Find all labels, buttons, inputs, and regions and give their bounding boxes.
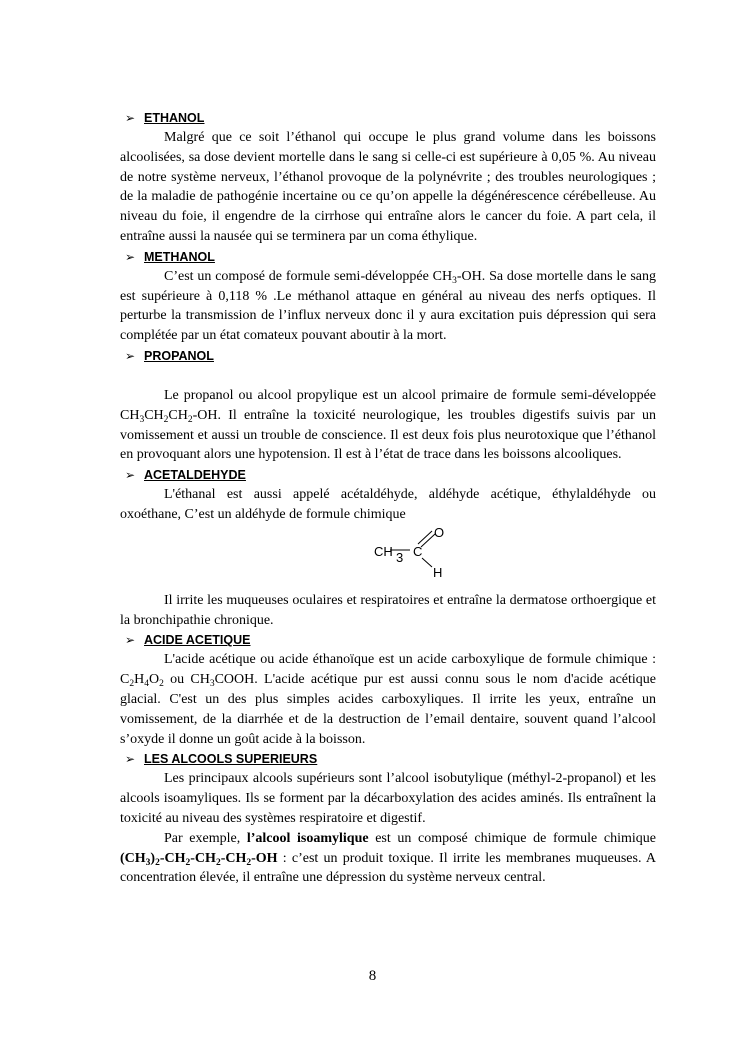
heading-acide-acetique <box>120 630 656 650</box>
spacer <box>120 366 656 386</box>
page-number: 8 <box>368 968 377 984</box>
heading-acetaldehyde-text: ACETALDEHYDE <box>144 468 246 483</box>
arrow-bullet-icon: ➢ <box>124 348 136 363</box>
isoamylique-formula: $(CH_3)_2-CH_2-CH_2-CH_2-OH$ <box>120 850 278 868</box>
paragraph-ethanol: Malgré que ce soit l’éthanol qui occupe le plus grand volume dans les boissons alcoolisées, sa dose devient mortelle dans le sang si celle-ci est supérieure à 0,05 %. Au niveau de notre système nerveux, l’éthanol provoque de la polynévrite ; des troubles neurologiques ; de la maladie de pathogénie incertaine ou ce qu’on appelle la dégénérescence cérébelleuse. Au niveau du foie, il engendre de la cirrhose qui entraîne alors le cancer du foie. A part cela, il entraîne aussi la nausée qui se terminera par un coma éthylique. <box>120 130 656 244</box>
arrow-bullet-icon: ➢ <box>124 633 136 648</box>
arrow-bullet-icon: ➢ <box>124 249 136 264</box>
bond-c-h <box>422 558 432 567</box>
paragraph-acetaldehyde-effects: Il irrite les muqueuses oculaires et respiratoires et entraîne la dermatose orthoergique et la bronchipathie chronique. <box>120 592 656 628</box>
heading-acide-acetique-text: ACIDE ACETIQUE <box>144 633 251 648</box>
heading-propanol-text: PROPANOL <box>144 348 214 363</box>
bond-c-o-1 <box>418 531 432 544</box>
heading-methanol-text: METHANOL <box>144 249 215 264</box>
heading-methanol <box>120 247 656 267</box>
arrow-bullet-icon: ➢ <box>124 752 136 767</box>
paragraph-acide-acetique: L'acide acétique ou acide éthanoïque est un acide carboxylique de formule chimique : $C_2H_4O_2$ ou $CH_3COOH$. L'acide acétique pur est aussi connu sous le nom d'acide acétique glacial. C'est un des plus simples acides carboxyliques. Il irrite les yeux, entraîne un vomissement, de la diarrhée et de la destruction de l’email dentaire, souvent quand l’alcool s’oxyde il donne un goût acide à la boisson. <box>120 652 656 747</box>
paragraph-isoamylique: Par exemple, l’alcool isoamylique est un composé chimique de formule chimique $(CH_3)_2-CH_2-CH_2-CH_2-OH$ : c’est un produit toxique. Il irrite les membranes muqueuses. A concentration élevée, il entraîne une dépression du système nerveux central. <box>120 830 656 886</box>
bond-c-o-2 <box>421 534 435 547</box>
heading-ethanol <box>120 108 656 128</box>
paragraph-propanol: Le propanol ou alcool propylique est un alcool primaire de formule semi-développée $CH_3CH_2CH_2-OH$. Il entraîne la toxicité neurologique, les troubles digestifs suivis par un vomissement et aussi un trouble de conscience. Il est deux fois plus neurotoxique que l’éthanol en provoquant alors une hypotension. Il est à l’état de trace dans les boissons alcooliques. <box>120 387 656 463</box>
formula-ch: CH <box>374 543 393 559</box>
heading-alcools-superieurs <box>120 749 656 769</box>
formula-c: C <box>413 543 423 559</box>
heading-acetaldehyde <box>120 465 656 485</box>
formula-diagram <box>120 525 656 591</box>
paragraph-methanol: C’est un composé de formule semi-développée $CH_3-OH$. Sa dose mortelle dans le sang est supérieure à 0,118 % .Le méthanol attaque en général au niveau des nerfs optiques. Il perturbe la transmission de l’influx nerveux donc il y aura excitation puis dépression qui sera complétée par un état comateux pouvant aboutir à la mort. <box>120 268 656 344</box>
formula-subscript-3: 3 <box>396 549 404 565</box>
heading-ethanol-text: ETHANOL <box>144 111 205 125</box>
arrow-bullet-icon: ➢ <box>124 111 136 125</box>
formula-o: O <box>434 524 445 540</box>
page-content <box>120 108 656 888</box>
heading-propanol <box>120 346 656 366</box>
paragraph-alcools-superieurs: Les principaux alcools supérieurs sont l’alcool isobutylique (méthyl-2-propanol) et les alcools isoamyliques. Ils se forment par la décarboxylation des acides aminés. Ils entraînent la toxicité au niveau des systèmes respiratoire et digestif. <box>120 771 656 826</box>
paragraph-acetaldehyde: L'éthanal est aussi appelé acétaldéhyde, aldéhyde acétique, éthylaldéhyde ou oxoéthane, C’est un aldéhyde de formule chimique <box>120 487 656 522</box>
formula-h: H <box>433 564 443 580</box>
acetaldehyde-structural-formula <box>120 525 656 591</box>
heading-alcools-superieurs-text: LES ALCOOLS SUPERIEURS <box>144 752 318 767</box>
arrow-bullet-icon: ➢ <box>124 468 136 483</box>
